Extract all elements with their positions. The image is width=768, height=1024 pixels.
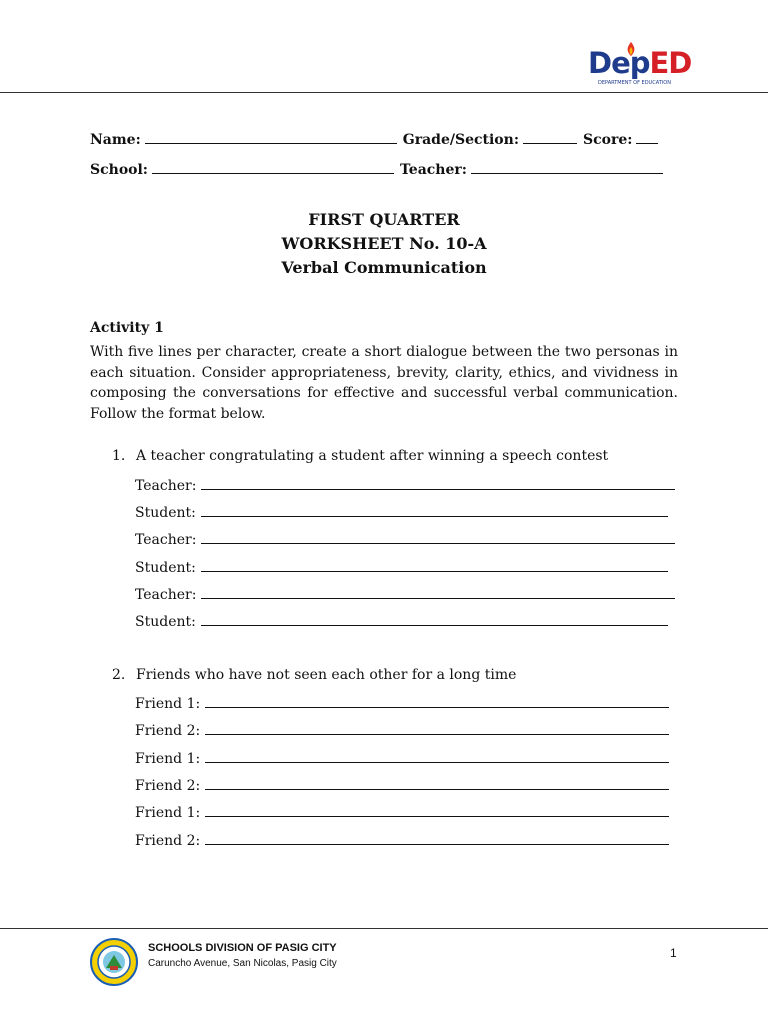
grade-section-label: Grade/Section: xyxy=(402,132,519,148)
answer-blank[interactable] xyxy=(205,831,669,845)
dialogue-line xyxy=(135,749,669,767)
name-label: Name: xyxy=(90,132,141,148)
answer-blank[interactable] xyxy=(205,803,669,817)
school-field[interactable] xyxy=(152,161,394,174)
speaker-label: Student: xyxy=(135,614,196,630)
speaker-label: Teacher: xyxy=(135,478,197,494)
answer-blank[interactable] xyxy=(201,612,668,626)
speaker-label: Student: xyxy=(135,560,196,576)
answer-blank[interactable] xyxy=(205,776,669,790)
page-number: 1 xyxy=(670,946,677,960)
speaker-label: Student: xyxy=(135,505,196,521)
logo-subtitle: DEPARTMENT OF EDUCATION xyxy=(598,80,671,86)
item-prompt xyxy=(112,667,516,683)
answer-blank[interactable] xyxy=(205,721,669,735)
speaker-label: Friend 1: xyxy=(135,696,201,712)
answer-blank[interactable] xyxy=(201,558,668,572)
score-field[interactable] xyxy=(636,131,658,144)
division-address: Caruncho Avenue, San Nicolas, Pasig City xyxy=(148,958,337,969)
logo-wordmark: DepED xyxy=(588,46,692,80)
score-label: Score: xyxy=(583,132,633,148)
dialogue-line xyxy=(135,530,675,548)
activity-instructions: With five lines per character, create a short dialogue between the two personas in each situation. Consider appropriateness, brevity, clarity, ethics, and vividness in composing the conversations for effective and successful verbal communication. Follow the format below. xyxy=(90,344,678,422)
answer-blank[interactable] xyxy=(205,749,669,763)
dialogue-line xyxy=(135,558,668,576)
dialogue-line xyxy=(135,476,675,494)
division-name: SCHOOLS DIVISION OF PASIG CITY xyxy=(148,942,337,954)
answer-blank[interactable] xyxy=(201,530,675,544)
answer-blank[interactable] xyxy=(205,694,669,708)
dialogue-line xyxy=(135,721,669,739)
dialogue-line xyxy=(135,503,668,521)
speaker-label: Teacher: xyxy=(135,532,197,548)
item-prompt-text: Friends who have not seen each other for a long time xyxy=(136,667,517,683)
worksheet-title: WORKSHEET No. 10-A xyxy=(281,234,487,253)
dialogue-line xyxy=(135,803,669,821)
quarter-title: FIRST QUARTER xyxy=(308,210,460,229)
activity-title: Activity 1 xyxy=(90,320,164,336)
pasig-seal-icon xyxy=(90,938,138,986)
answer-blank[interactable] xyxy=(201,476,675,490)
speaker-label: Friend 2: xyxy=(135,833,201,849)
speaker-label: Friend 2: xyxy=(135,723,201,739)
topic-title: Verbal Communication xyxy=(281,258,487,277)
speaker-label: Friend 2: xyxy=(135,778,201,794)
deped-logo xyxy=(588,42,692,90)
answer-blank[interactable] xyxy=(201,585,675,599)
grade-section-field[interactable] xyxy=(523,131,577,144)
dialogue-line xyxy=(135,831,669,849)
dialogue-line xyxy=(135,585,675,603)
item-number: 1. xyxy=(112,448,126,464)
name-grade-row xyxy=(90,131,664,148)
item-number: 2. xyxy=(112,667,126,683)
name-field[interactable] xyxy=(145,131,397,144)
speaker-label: Teacher: xyxy=(135,587,197,603)
dialogue-line xyxy=(135,776,669,794)
header-divider xyxy=(0,92,768,93)
dialogue-line xyxy=(135,612,668,630)
dialogue-line xyxy=(135,694,669,712)
school-teacher-row xyxy=(90,161,669,178)
speaker-label: Friend 1: xyxy=(135,805,201,821)
answer-blank[interactable] xyxy=(201,503,668,517)
school-label: School: xyxy=(90,162,148,178)
speaker-label: Friend 1: xyxy=(135,751,201,767)
teacher-label: Teacher: xyxy=(399,162,467,178)
footer-divider xyxy=(0,928,768,929)
item-prompt xyxy=(112,448,608,464)
teacher-field[interactable] xyxy=(471,161,663,174)
item-prompt-text: A teacher congratulating a student after winning a speech contest xyxy=(136,448,609,464)
